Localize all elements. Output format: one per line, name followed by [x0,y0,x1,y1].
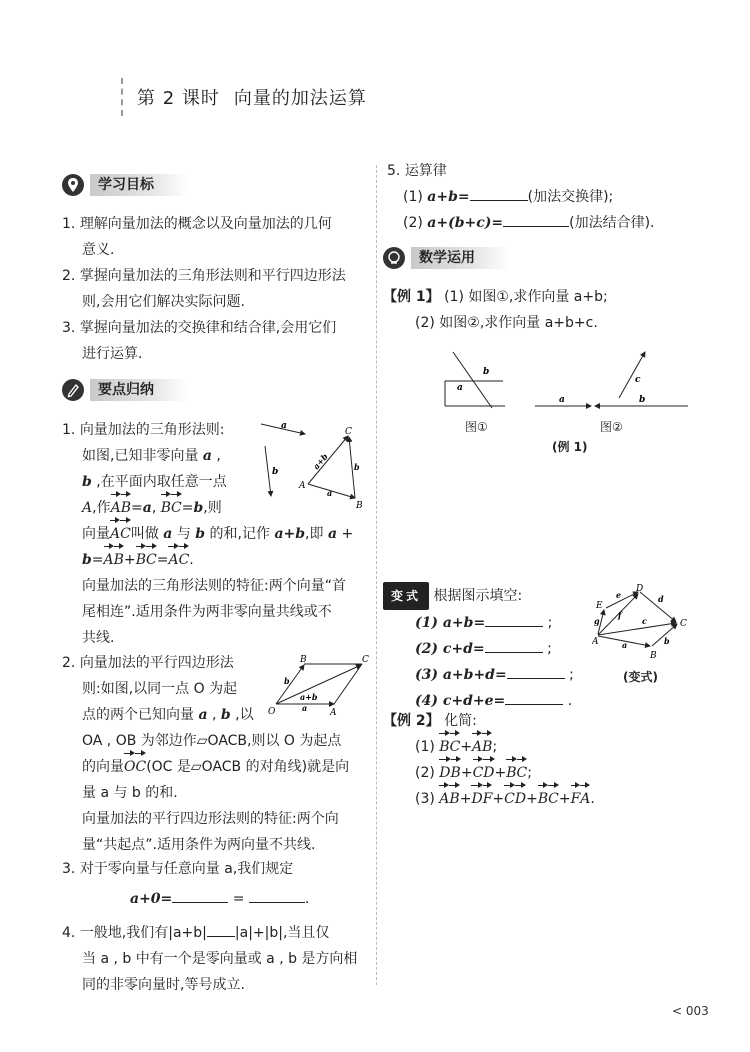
lesson-topic: 向量的加法运算 [233,88,367,109]
lesson-title [137,84,367,110]
parallelogram-figure [266,652,376,718]
section-goals-label: 学习目标 [90,174,188,196]
example1-figure1 [443,350,507,410]
svg-text:b: b [483,367,490,377]
blank-input[interactable] [503,212,569,227]
point-B: B [300,655,307,665]
variant-block: 变式 根据图示填空: (1) a+b= ; (2) c+d= ; (3) a+b+d= ; (4) c+d+e= . [383,582,593,714]
section-keypoints-label: 要点归纳 [90,379,188,401]
blank-input[interactable] [470,186,528,201]
point-B: B [356,501,363,511]
svg-text:e: e [616,590,622,600]
svg-text:b: b [639,395,646,405]
svg-text:f: f [618,610,622,620]
svg-text:a: a [559,395,565,405]
keypoint-3: 3. 对于零向量与任意向量 a,我们规定 a+0= = . [62,861,310,907]
vector-c [598,623,676,635]
page-number: < 003 [672,1004,709,1018]
svg-text:b: b [284,676,290,686]
blank-input[interactable] [505,690,563,705]
keypoint-4: 4. 一般地,我们有|a+b| |a|+|b|,当且仅 当 a , b 中有一个是零向量或 a , b 是方向相 同的非零向量时,等号成立. [62,920,372,998]
example-2: 【例 2】 化简: (1) BC+AB; (2) DB+CD+BC; (3) AB+DF+CD+BC+FA. [383,708,723,812]
location-pin-icon [62,174,84,196]
blank-input[interactable] [249,888,305,903]
edge-AC [334,664,362,704]
section-keypoints [62,378,188,402]
svg-text:A: A [592,637,599,647]
list-item-cont: 意义. [82,242,115,258]
variant-figure [592,584,692,662]
example1-caption: (例 1) [552,440,588,454]
thinking-head-icon [383,247,405,269]
label-a: a [281,421,287,431]
section-practice-label: 数学运用 [411,247,509,269]
list-item-cont: 则,会用它们解决实际问题. [82,294,245,310]
figure2-caption: 图② [600,420,623,434]
list-item: 1. 理解向量加法的概念以及向量加法的几何 [62,216,332,232]
section-goals [62,173,188,197]
point-A: A [299,481,306,491]
point-C: C [362,655,369,665]
pencil-icon [62,379,84,401]
svg-text:B: B [650,651,657,661]
section-practice [383,246,509,270]
example-1: 【例 1】 (1) 如图①,求作向量 a+b; (2) 如图②,求作向量 a+b+c. [383,289,608,331]
vector-b-line [453,352,492,408]
svg-text:b: b [664,636,670,646]
svg-text:g: g [594,616,600,626]
blank-input[interactable] [172,888,228,903]
svg-text:a: a [302,703,308,713]
point-A: A [330,708,337,718]
svg-text:E: E [596,601,603,611]
svg-text:d: d [658,594,664,604]
label-b: b [272,467,279,477]
keypoint-5: 5. 运算律 (1) a+b= (加法交换律); (2) a+(b+c)= (加法结合律). [387,163,655,231]
blank-input[interactable] [507,664,565,679]
triangle-rule-figure [255,418,375,513]
blank-input[interactable] [207,922,235,937]
svg-text:a: a [327,488,333,498]
svg-text:a: a [622,640,628,650]
column-divider [376,165,377,985]
svg-text:c: c [642,616,647,626]
list-item: 3. 掌握向量加法的交换律和结合律,会用它们 [62,320,337,336]
vector-b-arrow [265,446,271,496]
title-divider [121,78,123,116]
svg-text:b: b [354,462,360,472]
label-ab: a+b [310,451,330,472]
vector-e [606,592,638,608]
goal-list [62,211,372,367]
variant-tag: 变式 [383,582,429,610]
svg-text:c: c [635,375,641,385]
list-item: 2. 掌握向量加法的三角形法则和平行四边形法 [62,268,346,284]
keypoint-2: 2. 向量加法的平行四边形法 则:如图,以同一点 O 为起 点的两个已知向量 a , b ,以 OA , OB 为邻边作▱OACB,则以 O 为起点 的向量OC(OC 是▱OACB 的对角线)就是向 量 a 与 b 的和. 向量加法的平行四边形法则的特征:两个向 量“共起点”.适用条件为两向量不共线. [62,655,350,853]
svg-text:a: a [457,383,463,393]
list-item-cont: 进行运算. [82,346,143,362]
point-C: C [345,427,352,437]
example1-figure2 [533,348,693,414]
svg-text:a+b: a+b [300,692,318,702]
point-O: O [268,707,276,717]
svg-text:C: C [680,619,687,629]
keypoint-1: 1. 向量加法的三角形法则: 如图,已知非零向量 a , b ,在平面内取任意一点 A,作AB=a, BC=b,则 向量AC叫做 a 与 b 的和,记作 a+b,即 a + b=AB+BC=AC. 向量加法的三角形法则的特征:两个向量“首 尾相连”.适用条件为两非零向量共线或不 共线. [62,422,354,646]
blank-input[interactable] [485,638,543,653]
blank-input[interactable] [485,612,543,627]
variant-caption: (变式) [623,670,658,684]
lesson-number: 第 2 课时 [137,88,220,109]
svg-text:D: D [636,584,644,594]
figure1-caption: 图① [465,420,488,434]
vector-c-arrow [619,352,645,398]
